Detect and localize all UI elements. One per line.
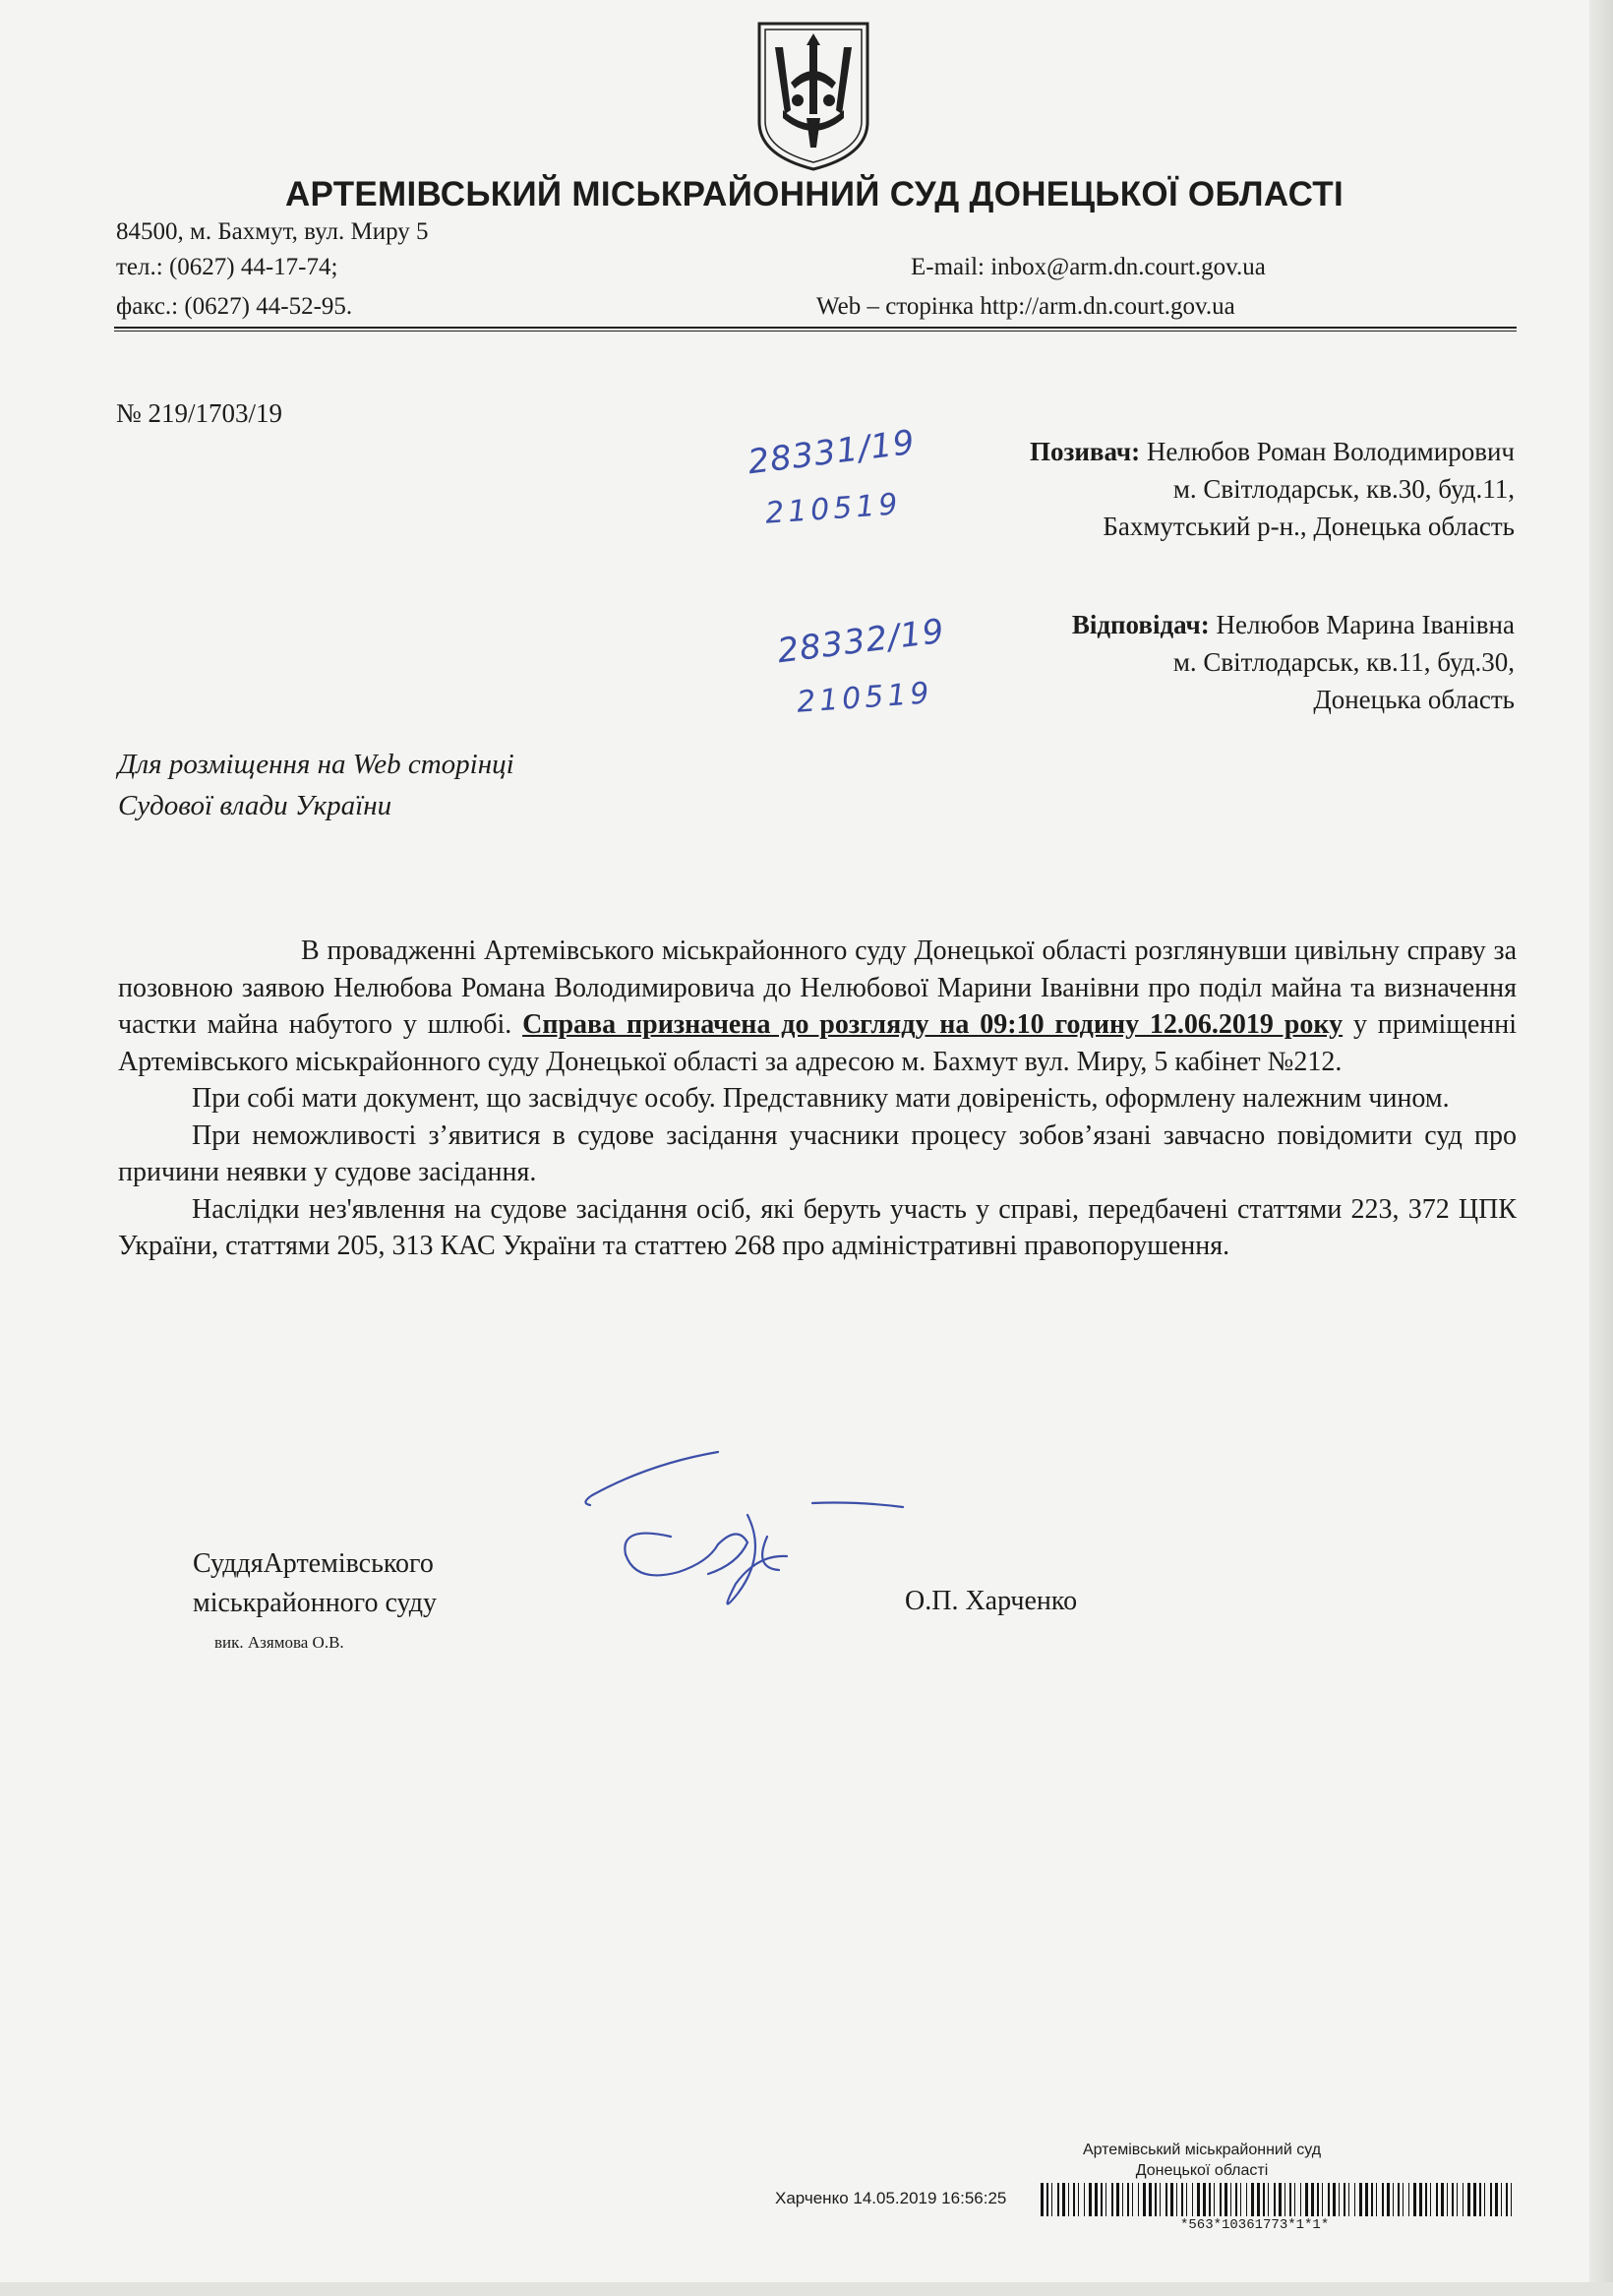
- page-edge: [1589, 0, 1613, 2296]
- registration-stamp: Харченко 14.05.2019 16:56:25: [775, 2189, 1007, 2207]
- defendant-address-2: Донецька область: [1313, 685, 1515, 714]
- defendant-registration-number: 28332/19: [775, 611, 947, 672]
- registration-court-line1: Артемівський міськрайонний суд: [1082, 2142, 1322, 2158]
- court-title: АРТЕМІВСЬКИЙ МІСЬКРАЙОННИЙ СУД ДОНЕЦЬКОЇ ОБЛАСТІ: [284, 175, 1344, 213]
- document-number: № 219/1703/19: [116, 398, 283, 428]
- defendant-address-1: м. Світлодарськ, кв.11, буд.30,: [1172, 647, 1515, 677]
- page-edge-bottom: [0, 2282, 1613, 2296]
- trident-emblem-icon: [755, 20, 871, 173]
- notice-body: [118, 933, 1517, 1265]
- plaintiff-block: [1030, 433, 1515, 545]
- plaintiff-label: Позивач:: [1029, 437, 1141, 466]
- web-note-line2: Судової влади України: [118, 790, 392, 821]
- executor-name: вик. Азямова О.В.: [214, 1633, 344, 1652]
- court-address: 84500, м. Бахмут, вул. Миру 5: [116, 218, 429, 245]
- judge-title-line1: СуддяАртемівського: [193, 1548, 434, 1579]
- notice-paragraph-3: При неможливості з’явитися в судове засідання учасники процесу зобов’язані завчасно повідомити суд про причини неявки у судове засідання.: [118, 1119, 1517, 1187]
- handwritten-signature: [570, 1446, 915, 1623]
- court-email: E-mail: inbox@arm.dn.court.gov.ua: [911, 254, 1266, 280]
- judge-name: О.П. Харченко: [905, 1586, 1078, 1616]
- registration-court: [1045, 2140, 1359, 2181]
- barcode-number: *563*10361773*1*1*: [1180, 2217, 1330, 2233]
- notice-paragraph-2: При собі мати документ, що засвідчує особу. Представнику мати довіреність, оформлену належним чином.: [192, 1083, 1450, 1114]
- web-note-line1: Для розміщення на Web сторінці: [118, 749, 514, 780]
- defendant-registration-date: 210519: [795, 676, 934, 720]
- plaintiff-name: Нелюбов Роман Володимирович: [1146, 437, 1515, 466]
- plaintiff-registration-date: 210519: [763, 487, 903, 531]
- registration-court-line2: Донецької області: [1135, 2162, 1269, 2179]
- header-divider: [114, 327, 1517, 332]
- court-website: Web – сторінка http://arm.dn.court.gov.ua: [816, 293, 1235, 320]
- defendant-block: [1072, 606, 1515, 718]
- web-publication-note: [118, 744, 514, 826]
- plaintiff-address-1: м. Світлодарськ, кв.30, буд.11,: [1172, 474, 1515, 504]
- defendant-name: Нелюбов Марина Іванівна: [1216, 610, 1515, 639]
- notice-paragraph-4: Наслідки нез'явлення на судове засідання осіб, які беруть участь у справі, передбачені статтями 223, 372 ЦПК України, статтями 205, 313 КАС України та статтею 268 про адміністративні правопорушення.: [118, 1193, 1517, 1261]
- defendant-label: Відповідач:: [1071, 610, 1210, 639]
- hearing-schedule: Справа призначена до розгляду на 09:10 годину 12.06.2019 року: [522, 1009, 1344, 1040]
- barcode-icon: [1041, 2183, 1517, 2216]
- court-fax: факс.: (0627) 44-52-95.: [116, 293, 353, 320]
- plaintiff-address-2: Бахмутський р-н., Донецька область: [1103, 512, 1515, 541]
- court-phone: тел.: (0627) 44-17-74;: [116, 254, 338, 280]
- paragraph-1-text: В провадженні Артемівського міськрайонного суду Донецької області розглянувши цивільну справу за позовною заявою Нелюбова Романа Володимировича до Нелюбової Марини Іванівни про поділ майна та визначення частки майна набутого у шлюбі.: [118, 936, 1517, 1040]
- notice-paragraph-1: [118, 933, 1517, 1080]
- plaintiff-registration-number: 28331/19: [746, 422, 918, 483]
- judge-title-line2: міськрайонного суду: [193, 1588, 438, 1618]
- paragraph-1-tail: у приміщенні Артемівського міськрайонного суду Донецької області за адресою м. Бахмут вул. Миру, 5 кабінет №212.: [118, 1009, 1518, 1077]
- judge-title: [193, 1544, 437, 1623]
